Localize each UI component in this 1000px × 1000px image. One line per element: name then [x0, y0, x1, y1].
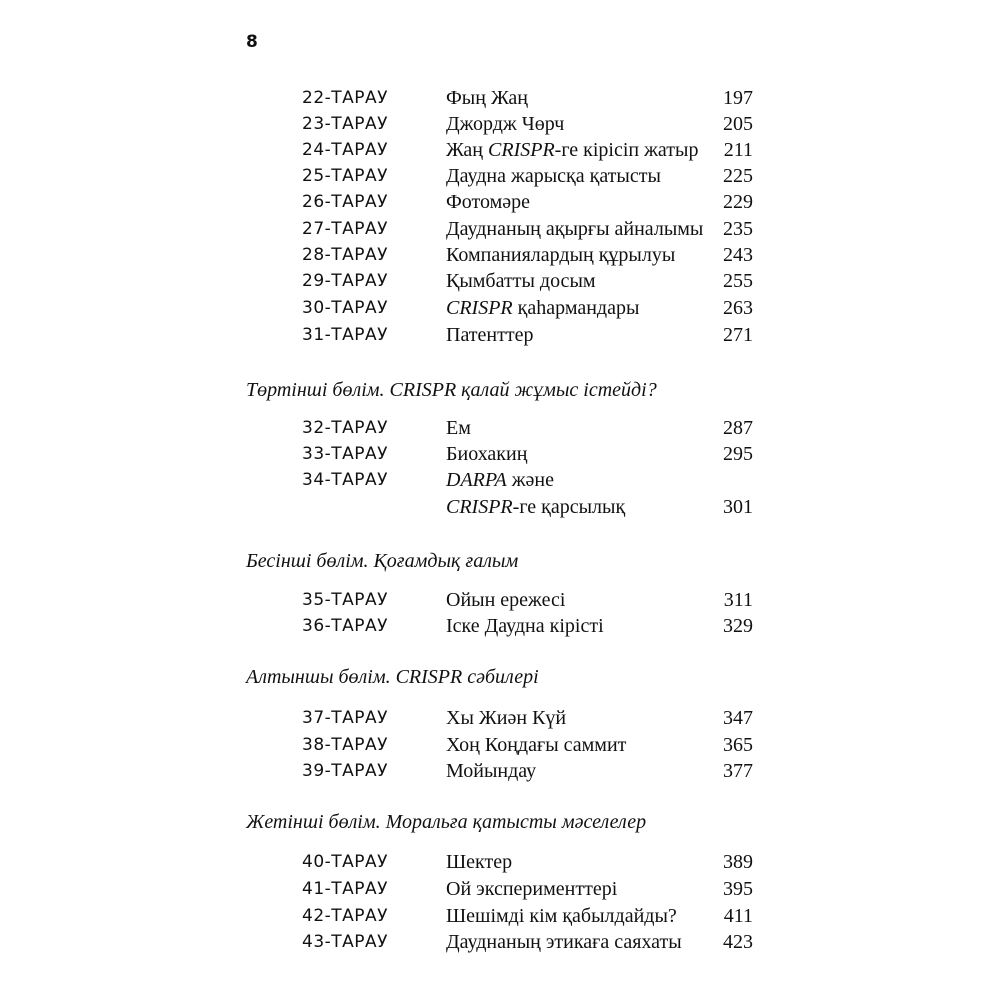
toc-entry-37[interactable] [0, 705, 1000, 731]
chapter-page-number: 229 [723, 191, 753, 213]
chapter-title: Мойындау [446, 760, 537, 782]
toc-entry-29[interactable] [0, 268, 1000, 294]
chapter-page-number: 255 [723, 270, 753, 292]
chapter-label: 39-ТАРАУ [302, 761, 389, 781]
chapter-label: 22-ТАРАУ [302, 88, 389, 108]
toc-entry-27[interactable] [0, 216, 1000, 242]
chapter-title: Даудна жарысқа қатысты [446, 165, 661, 187]
chapter-title-rest: және [506, 469, 555, 491]
toc-entry-42[interactable] [0, 903, 1000, 929]
chapter-title-prefix: Жаң [446, 139, 489, 161]
chapter-title: Дауднаның этикаға саяхаты [446, 931, 682, 953]
toc-entry-35[interactable] [0, 587, 1000, 613]
chapter-title: Ем [446, 417, 471, 439]
toc-entry-33[interactable] [0, 441, 1000, 467]
chapter-label: 43-ТАРАУ [302, 932, 389, 952]
chapter-page-number: 377 [723, 760, 753, 782]
chapter-label: 33-ТАРАУ [302, 444, 389, 464]
chapter-title [446, 494, 625, 520]
chapter-label: 38-ТАРАУ [302, 735, 389, 755]
chapter-title: Дауднаның ақырғы айналымы [446, 218, 704, 240]
chapter-label: 37-ТАРАУ [302, 708, 389, 728]
chapter-page-number: 235 [723, 218, 753, 240]
chapter-label: 42-ТАРАУ [302, 906, 389, 926]
chapter-page-number: 211 [723, 139, 753, 161]
chapter-title: Компаниялардың құрылуы [446, 244, 676, 266]
chapter-label: 24-ТАРАУ [302, 140, 389, 160]
toc-entry-40[interactable] [0, 849, 1000, 875]
chapter-label: 36-ТАРАУ [302, 616, 389, 636]
chapter-page-number: 205 [723, 113, 753, 135]
chapter-page-number: 225 [723, 165, 753, 187]
chapter-title [446, 137, 698, 163]
chapter-page-number: 395 [723, 878, 753, 900]
chapter-label: 41-ТАРАУ [302, 879, 389, 899]
toc-entry-30[interactable] [0, 295, 1000, 321]
toc-entry-24[interactable] [0, 137, 1000, 163]
chapter-page-number: 301 [723, 496, 753, 518]
chapter-page-number: 287 [723, 417, 753, 439]
chapter-label: 29-ТАРАУ [302, 271, 389, 291]
toc-entry-23[interactable] [0, 111, 1000, 137]
chapter-title: Патенттер [446, 324, 534, 346]
chapter-title-italic: CRISPR [488, 139, 555, 161]
chapter-title: Биохакиң [446, 443, 528, 465]
toc-entry-38[interactable] [0, 732, 1000, 758]
section-heading-5[interactable]: Бесінші бөлім. Қоғамдық ғалым [246, 550, 519, 572]
chapter-title: Іске Даудна кірісті [446, 615, 604, 637]
chapter-title [446, 467, 554, 493]
toc-entry-39[interactable] [0, 758, 1000, 784]
toc-entry-34-continued[interactable] [0, 494, 1000, 520]
chapter-title-rest: қаһармандары [512, 297, 640, 319]
chapter-label: 25-ТАРАУ [302, 166, 389, 186]
chapter-label: 23-ТАРАУ [302, 114, 389, 134]
chapter-label: 27-ТАРАУ [302, 219, 389, 239]
chapter-page-number: 347 [723, 707, 753, 729]
chapter-title [446, 295, 639, 321]
toc-entry-22[interactable] [0, 85, 1000, 111]
chapter-label: 35-ТАРАУ [302, 590, 389, 610]
toc-entry-34[interactable] [0, 467, 1000, 493]
chapter-title-italic: CRISPR [446, 496, 513, 518]
chapter-page-number: 197 [723, 87, 753, 109]
chapter-label: 28-ТАРАУ [302, 245, 389, 265]
chapter-title: Хы Жиән Күй [446, 707, 567, 729]
toc-entry-41[interactable] [0, 876, 1000, 902]
chapter-title: Қымбатты досым [446, 270, 596, 292]
chapter-page-number: 263 [723, 297, 753, 319]
toc-entry-25[interactable] [0, 163, 1000, 189]
page-number: 8 [246, 32, 258, 52]
chapter-title-italic: CRISPR [446, 297, 513, 319]
chapter-title-rest: -ге қарсылық [512, 496, 626, 518]
toc-entry-43[interactable] [0, 929, 1000, 955]
chapter-title: Джордж Чөрч [446, 113, 565, 135]
toc-entry-26[interactable] [0, 189, 1000, 215]
chapter-page-number: 365 [723, 734, 753, 756]
chapter-title: Ой эксперименттері [446, 878, 618, 900]
chapter-page-number: 329 [723, 615, 753, 637]
chapter-title-rest: -ге кірісіп жатыр [554, 139, 699, 161]
toc-entry-36[interactable] [0, 613, 1000, 639]
chapter-label: 26-ТАРАУ [302, 192, 389, 212]
chapter-page-number: 411 [723, 905, 753, 927]
chapter-title: Фың Жаң [446, 87, 528, 109]
chapter-page-number: 311 [723, 589, 753, 611]
chapter-label: 30-ТАРАУ [302, 298, 389, 318]
section-heading-7[interactable]: Жетінші бөлім. Моральға қатысты мәселелер [246, 811, 647, 833]
chapter-label: 40-ТАРАУ [302, 852, 389, 872]
chapter-title: Хоң Коңдағы саммит [446, 734, 627, 756]
chapter-page-number: 295 [723, 443, 753, 465]
chapter-label: 34-ТАРАУ [302, 470, 389, 490]
chapter-title: Ойын ережесі [446, 589, 566, 611]
chapter-title: Шектер [446, 851, 513, 873]
toc-entry-31[interactable] [0, 322, 1000, 348]
toc-entry-32[interactable] [0, 415, 1000, 441]
toc-entry-28[interactable] [0, 242, 1000, 268]
section-heading-6[interactable]: Алтыншы бөлім. CRISPR сәбилері [246, 666, 539, 688]
chapter-label: 32-ТАРАУ [302, 418, 389, 438]
chapter-title-italic: DARPA [446, 469, 507, 491]
chapter-title: Фотомәре [446, 191, 531, 213]
section-heading-4[interactable]: Төртінші бөлім. CRISPR қалай жұмыс істейді? [246, 379, 657, 401]
chapter-title: Шешімді кім қабылдайды? [446, 905, 677, 927]
chapter-page-number: 243 [723, 244, 753, 266]
chapter-label: 31-ТАРАУ [302, 325, 389, 345]
chapter-page-number: 423 [723, 931, 753, 953]
chapter-page-number: 271 [723, 324, 753, 346]
chapter-page-number: 389 [723, 851, 753, 873]
